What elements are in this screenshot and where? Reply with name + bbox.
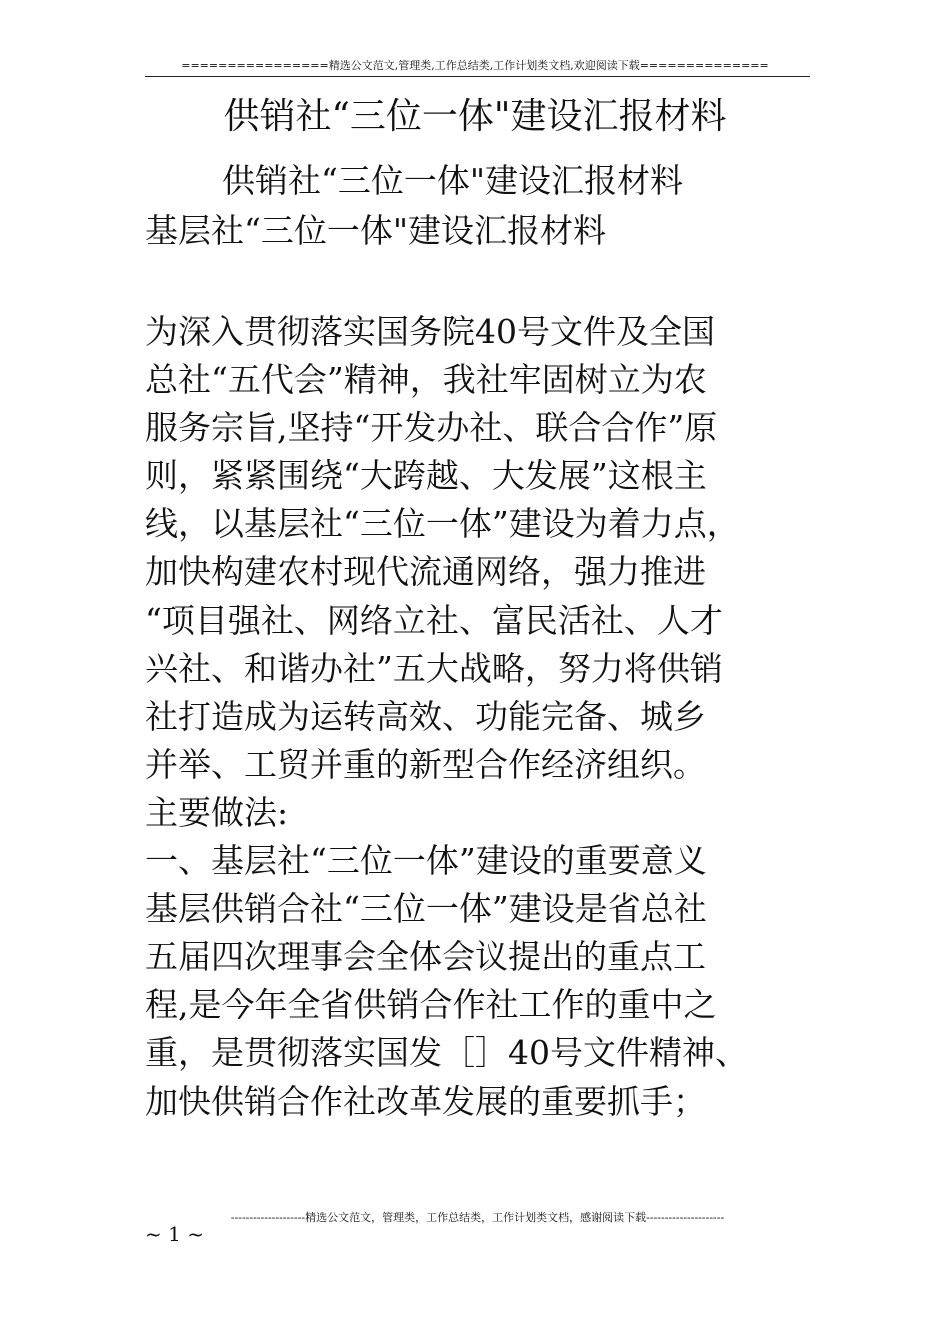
page-number: ~ 1 ~ (145, 1222, 204, 1246)
body-line: 加快构建农村现代流通网络，强力推进 (145, 552, 706, 592)
section-label: 主要做法: (145, 792, 289, 832)
section-heading: 一、基层社“三位一体”建设的重要意义 (145, 841, 707, 881)
body-line: 兴社、和谐办社”五大战略，努力将供销 (145, 648, 723, 688)
body-line: 并举、工贸并重的新型合作经济组织。 (145, 744, 706, 784)
body-line: 则，紧紧围绕“大跨越、大发展”这根主 (145, 456, 707, 496)
document-body (145, 308, 810, 1126)
footer-banner: --------------------精选公文范文，管理类，工作总结类，工作计划类文档，感谢阅读下载--------------------- (230, 1211, 725, 1224)
body-line: 五届四次理事会全体会议提出的重点工 (145, 937, 706, 977)
document-subtitle: 供销社“三位一体"建设汇报材料 (222, 161, 684, 200)
body-line: 总社“五代会”精神，我社牢固树立为农 (145, 360, 707, 400)
document-title: 供销社“三位一体"建设汇报材料 (223, 96, 727, 137)
body-line: 线，以基层社“三位一体”建设为着力点， (145, 504, 740, 544)
body-line: 程,是今年全省供销合作社工作的重中之 (145, 985, 717, 1025)
body-line: 为深入贯彻落实国务院40号文件及全国 (145, 312, 715, 351)
header-divider (145, 76, 810, 77)
body-line: 加快供销合作社改革发展的重要抓手； (145, 1081, 706, 1121)
header-banner: ================精选公文范文,管理类,工作总结类,工作计划类文档,欢迎阅读下载============== (181, 59, 769, 72)
body-line: “项目强社、网络立社、富民活社、人才 (145, 600, 723, 640)
body-line: 重，是贯彻落实国发［］40号文件精神、 (145, 1033, 748, 1073)
document-subtitle-secondary: 基层社“三位一体"建设汇报材料 (145, 211, 607, 250)
body-line: 社打造成为运转高效、功能完备、城乡 (145, 696, 706, 736)
body-line: 服务宗旨,坚持“开发办社、联合合作”原 (145, 408, 718, 448)
body-line: 基层供销合社“三位一体”建设是省总社 (145, 889, 707, 929)
